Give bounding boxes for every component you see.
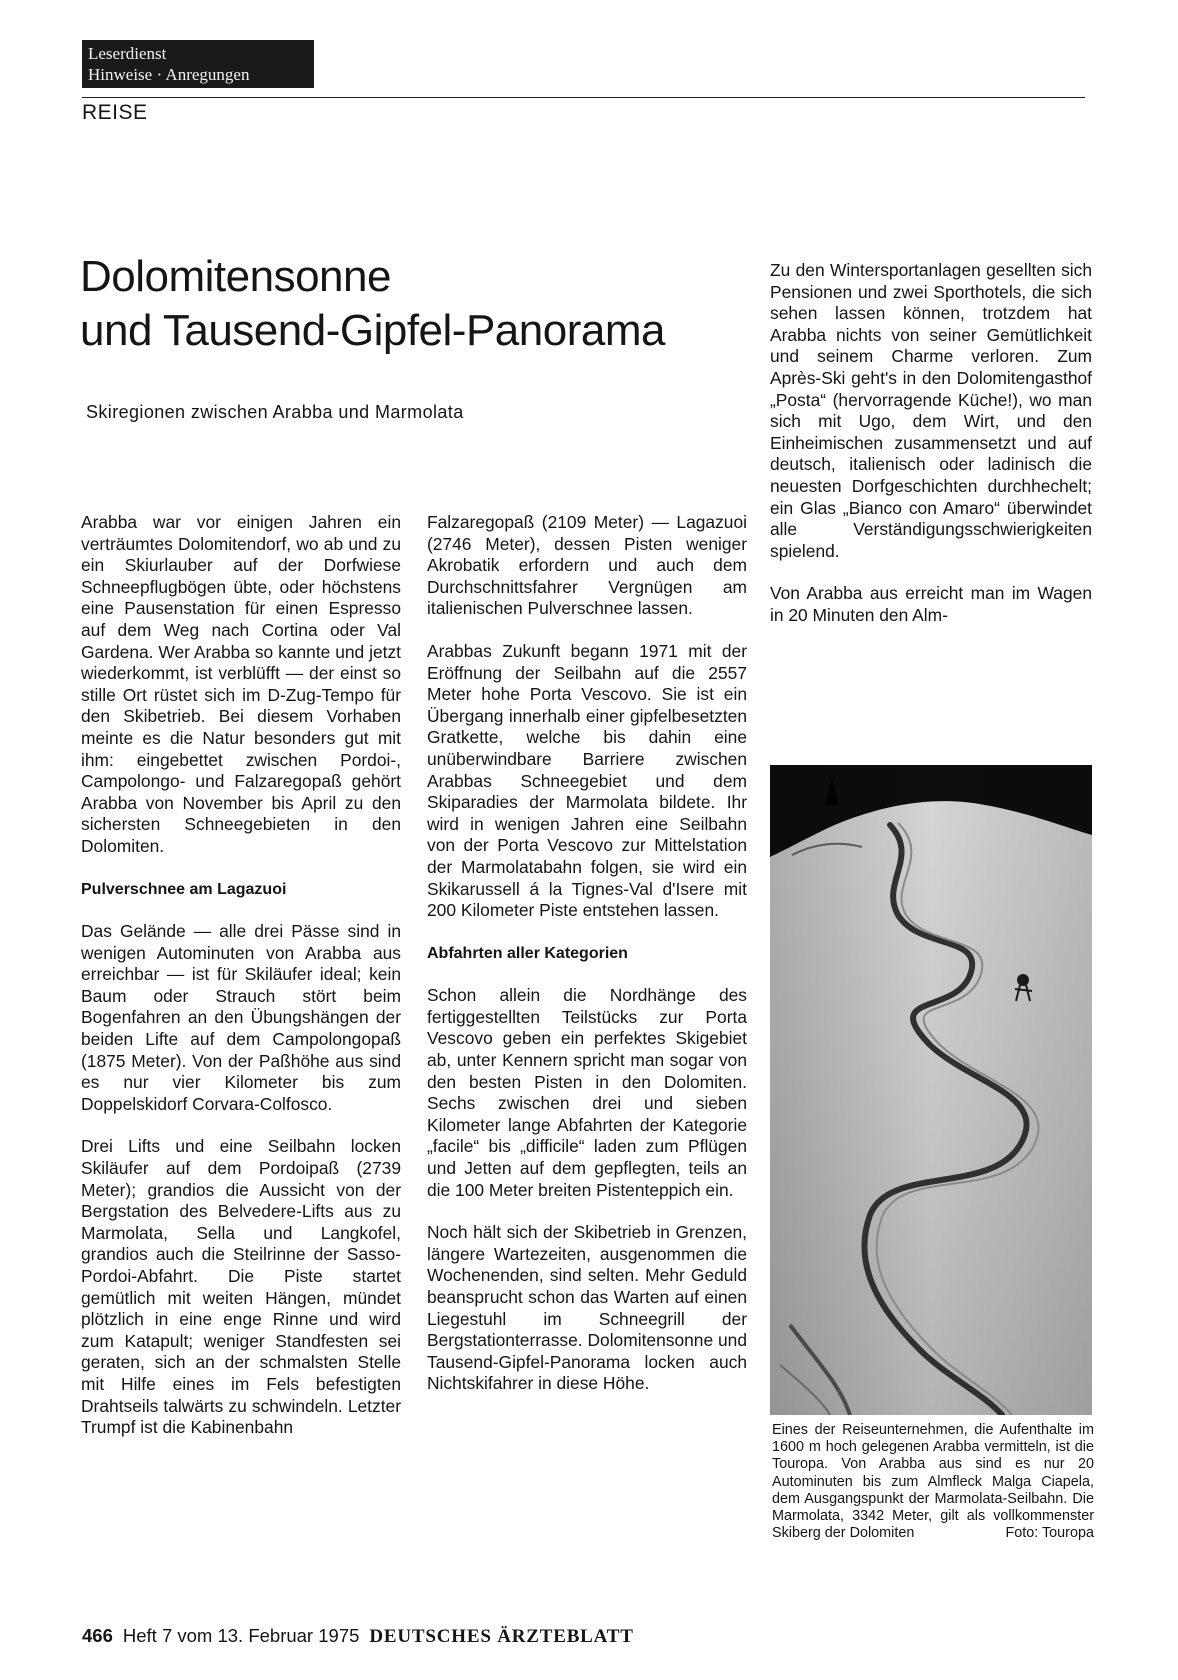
paragraph: Das Gelände — alle drei Pässe sind in wenigen Autominuten von Arabba aus erreichbar — ist für Skiläufer ideal; kein Baum oder Strauch stört beim Bogenfahren an den Übungshängen der beiden Lifte auf dem Campolongopaß (1875 Meter). Von der Paßhöhe aus sind es nur vier Kilometer bis zum Doppelskidorf Corvara-Colfosco.: [81, 921, 401, 1114]
paragraph: Schon allein die Nordhänge des fertiggestellten Teilstücks zur Porta Vescovo geben ein perfektes Skigebiet ab, unter Kennern spricht man sogar von den besten Pisten in den Dolomiten. Sechs zwischen drei und sieben Kilometer lange Abfahrten der Kategorie „facile“ bis „difficile“ laden zum Pflügen und Jetten auf dem gepflegten, teils an die 100 Meter breiten Pistenteppich ein.: [427, 985, 747, 1200]
article-subtitle: Skiregionen zwischen Arabba und Marmolata: [86, 402, 464, 422]
text-column-2: [427, 512, 747, 1416]
paragraph: Arabbas Zukunft begann 1971 mit der Eröffnung der Seilbahn auf die 2557 Meter hohe Porta Vescovo. Sie ist ein Übergang innerhalb einer gipfelbesetzten Gratkette, welche bis dahin eine unüberwindbare Barriere zwischen Arabbas Schneegebiet und dem Skiparadies der Marmolata bildete. Ihr wird in wenigen Jahren eine Seilbahn von der Porta Vescovo zur Mittelstation der Marmolatabahn folgen, sie wird ein Skikarussell á la Tignes-Val d'Isere mit 200 Kilometer Piste entstehen lassen.: [427, 640, 747, 921]
article-title: [80, 250, 720, 358]
photo-caption: [772, 1422, 1094, 1542]
article-title-line1: Dolomitensonne: [80, 252, 391, 301]
paragraph: Zu den Wintersportanlagen gesellten sich Pensionen und zwei Sporthotels, die sich sehen lassen können, trotzdem hat Arabba nichts von seiner Gemütlichkeit und seinem Charme verloren. Zum Après-Ski geht's in den Dolomitengasthof „Posta“ (hervorragende Küche!), wo man sich mit Ugo, dem Wirt, und den Einheimischen zusammensetzt und auf deutsch, italienisch oder ladinisch die neuesten Dorfgeschichten durchhechelt; ein Glas „Bianco con Amaro“ überwindet alle Verständigungsschwierigkeiten spielend.: [770, 260, 1092, 561]
journal-name: DEUTSCHES ÄRZTEBLATT: [369, 1626, 634, 1647]
subheading: Abfahrten aller Kategorien: [427, 944, 628, 962]
paragraph: Falzaregopaß (2109 Meter) — Lagazuoi (2746 Meter), dessen Pisten weniger Akrobatik erfordern und auch dem Durchschnittsfahrer Vergnügen am italienischen Pulverschnee lassen.: [427, 512, 747, 619]
section-heading: REISE: [82, 101, 148, 124]
section-label-line2: Hinweise · Anregungen: [88, 65, 250, 84]
section-label-box: [82, 40, 314, 88]
article-title-line2: und Tausend-Gipfel-Panorama: [80, 306, 665, 355]
header-rule: [82, 97, 1085, 98]
caption-text: Eines der Reiseunternehmen, die Aufenthalte im 1600 m hoch gelegenen Arabba vermitteln, ist die Touropa. Von Arabba aus sind es nur 20 Autominuten bis zum Almfleck Malga Ciapela, dem Ausgangspunkt der Marmolata-Seilbahn. Die Marmolata, 3342 Meter, gilt als vollkommenster Skiberg der Dolomiten: [772, 1422, 1094, 1542]
page-number: 466: [82, 1625, 113, 1646]
paragraph: Arabba war vor einigen Jahren ein verträumtes Dolomitendorf, wo ab und zu ein Skiurlauber auf der Dorfwiese Schneepflugbögen übte, oder höchstens eine Pausenstation für einen Espresso auf dem Weg nach Cortina oder Val Gardena. Wer Arabba so kannte und jetzt wiederkommt, ist verblüfft — der einst so stille Ort rüstet sich im D-Zug-Tempo für den Skibetrieb. Bei diesem Vorhaben meinte es die Natur besonders gut mit ihm: eingebettet zwischen Pordoi-, Campolongo- und Falzaregopaß gehört Arabba von November bis April zu den sichersten Schneegebieten in den Dolomiten.: [81, 512, 401, 856]
text-column-3: [770, 260, 1092, 648]
paragraph: Von Arabba aus erreicht man im Wagen in 20 Minuten den Alm-: [770, 583, 1092, 625]
text-column-1: [81, 512, 401, 1460]
section-label-line1: Leserdienst: [88, 44, 167, 63]
photo-credit: Foto: Touropa: [1005, 1525, 1094, 1542]
paragraph: Noch hält sich der Skibetrieb in Grenzen, längere Wartezeiten, ausgenommen die Wochenenden, sind selten. Mehr Geduld beansprucht schon das Warten auf einen Liegestuhl im Schneegrill der Bergstationterrasse. Dolomitensonne und Tausend-Gipfel-Panorama locken auch Nichtskifahrer in diese Höhe.: [427, 1222, 747, 1394]
subheading: Pulverschnee am Lagazuoi: [81, 880, 287, 898]
issue-info: Heft 7 vom 13. Februar 1975: [122, 1625, 360, 1646]
page-footer: [82, 1625, 634, 1648]
paragraph: Drei Lifts und eine Seilbahn locken Skiläufer auf dem Pordoipaß (2739 Meter); grandios die Aussicht von der Bergstation des Belvedere-Lifts aus zu Marmolata, Sella und Langkofel, grandios auch die Steilrinne der Sasso-Pordoi-Abfahrt. Die Piste startet gemütlich mit weiten Hängen, mündet plötzlich in eine enge Rinne und wird zum Katapult; weniger Standfesten sei geraten, sich an der schmalsten Stelle mit Hilfe eines im Fels befestigten Drahtseils talwärts zu schwindeln. Letzter Trumpf ist die Kabinenbahn: [81, 1136, 401, 1438]
ski-slope-photo: [770, 765, 1092, 1415]
